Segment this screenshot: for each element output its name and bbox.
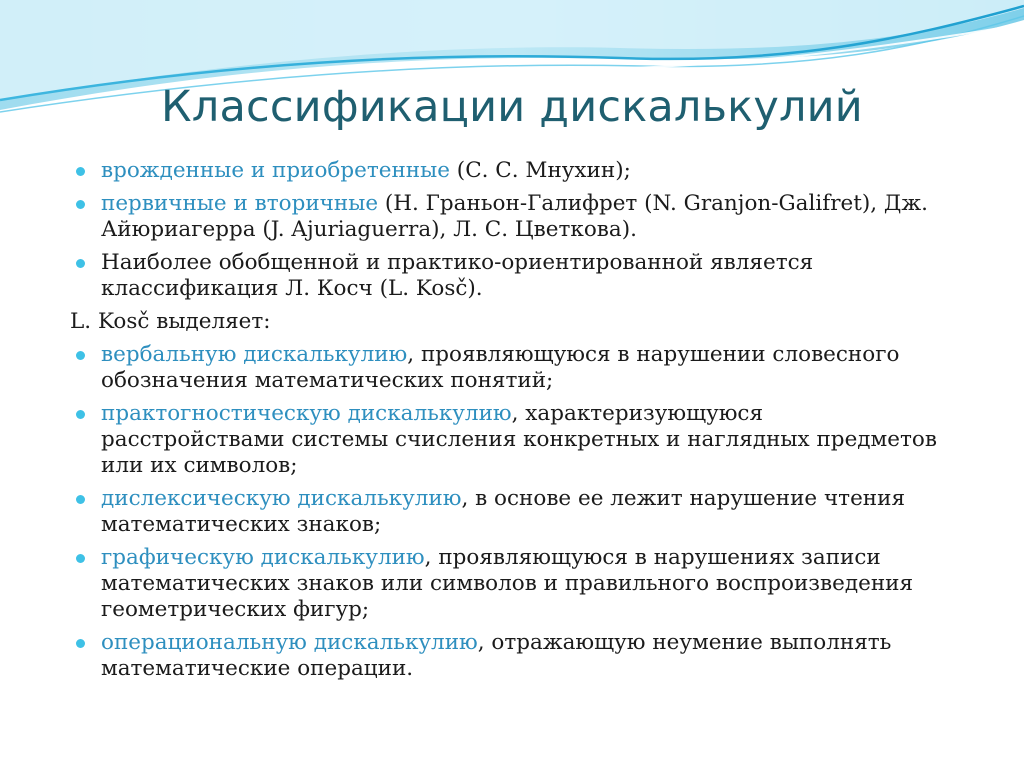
item-text: , проявляющуюся в нарушениях записи математических знаков или символов и правильного воспроизведения геометрических фигур; [101,545,914,622]
list-item [70,342,950,394]
bullet-dot-icon [76,200,85,209]
highlighted-term: практогностическую дискалькулию [101,401,512,426]
bullet-dot-icon [76,351,85,360]
highlighted-term: графическую дискалькулию [101,545,425,570]
item-text: , характеризующуюся расстройствами системы счисления конкретных и наглядных предметов или их символов; [101,401,937,478]
item-text: Наиболее обобщенной и практико-ориентированной является классификация Л. Косч (L. Kosč). [101,250,814,301]
bullet-dot-icon [76,259,85,268]
list-item [70,630,950,682]
list-item [70,486,950,538]
item-text: , отражающую неумение выполнять математические операции. [101,630,892,681]
list-item [70,191,950,243]
bullet-dot-icon [76,167,85,176]
list-item [70,401,950,479]
highlighted-term: дислексическую дискалькулию [101,486,462,511]
highlighted-term: первичные и вторичные [101,191,379,216]
bullet-dot-icon [76,554,85,563]
slide-title: Классификации дискалькулий [161,82,863,132]
item-text: L. Kosč выделяет: [70,309,271,334]
item-text: , в основе ее лежит нарушение чтения математических знаков; [101,486,906,537]
highlighted-term: операциональную дискалькулию [101,630,478,655]
bullet-dot-icon [76,639,85,648]
list-item [70,250,950,302]
highlighted-term: вербальную дискалькулию [101,342,408,367]
item-text: (С. С. Мнухин); [449,158,631,183]
item-text: , проявляющуюся в нарушении словесного обозначения математических понятий; [101,342,900,393]
list-item [70,158,950,184]
item-text: (Н. Граньон-Галифрет (N. Granjon-Galifret), Дж. Айюриагерра (J. Ajuriaguerra), Л. С. Цветкова). [101,191,928,242]
list-item [70,545,950,623]
highlighted-term: врожденные и приобретенные [101,158,450,183]
bullet-dot-icon [76,410,85,419]
bullet-dot-icon [76,495,85,504]
list-item [70,309,950,335]
bullet-list [70,158,950,689]
